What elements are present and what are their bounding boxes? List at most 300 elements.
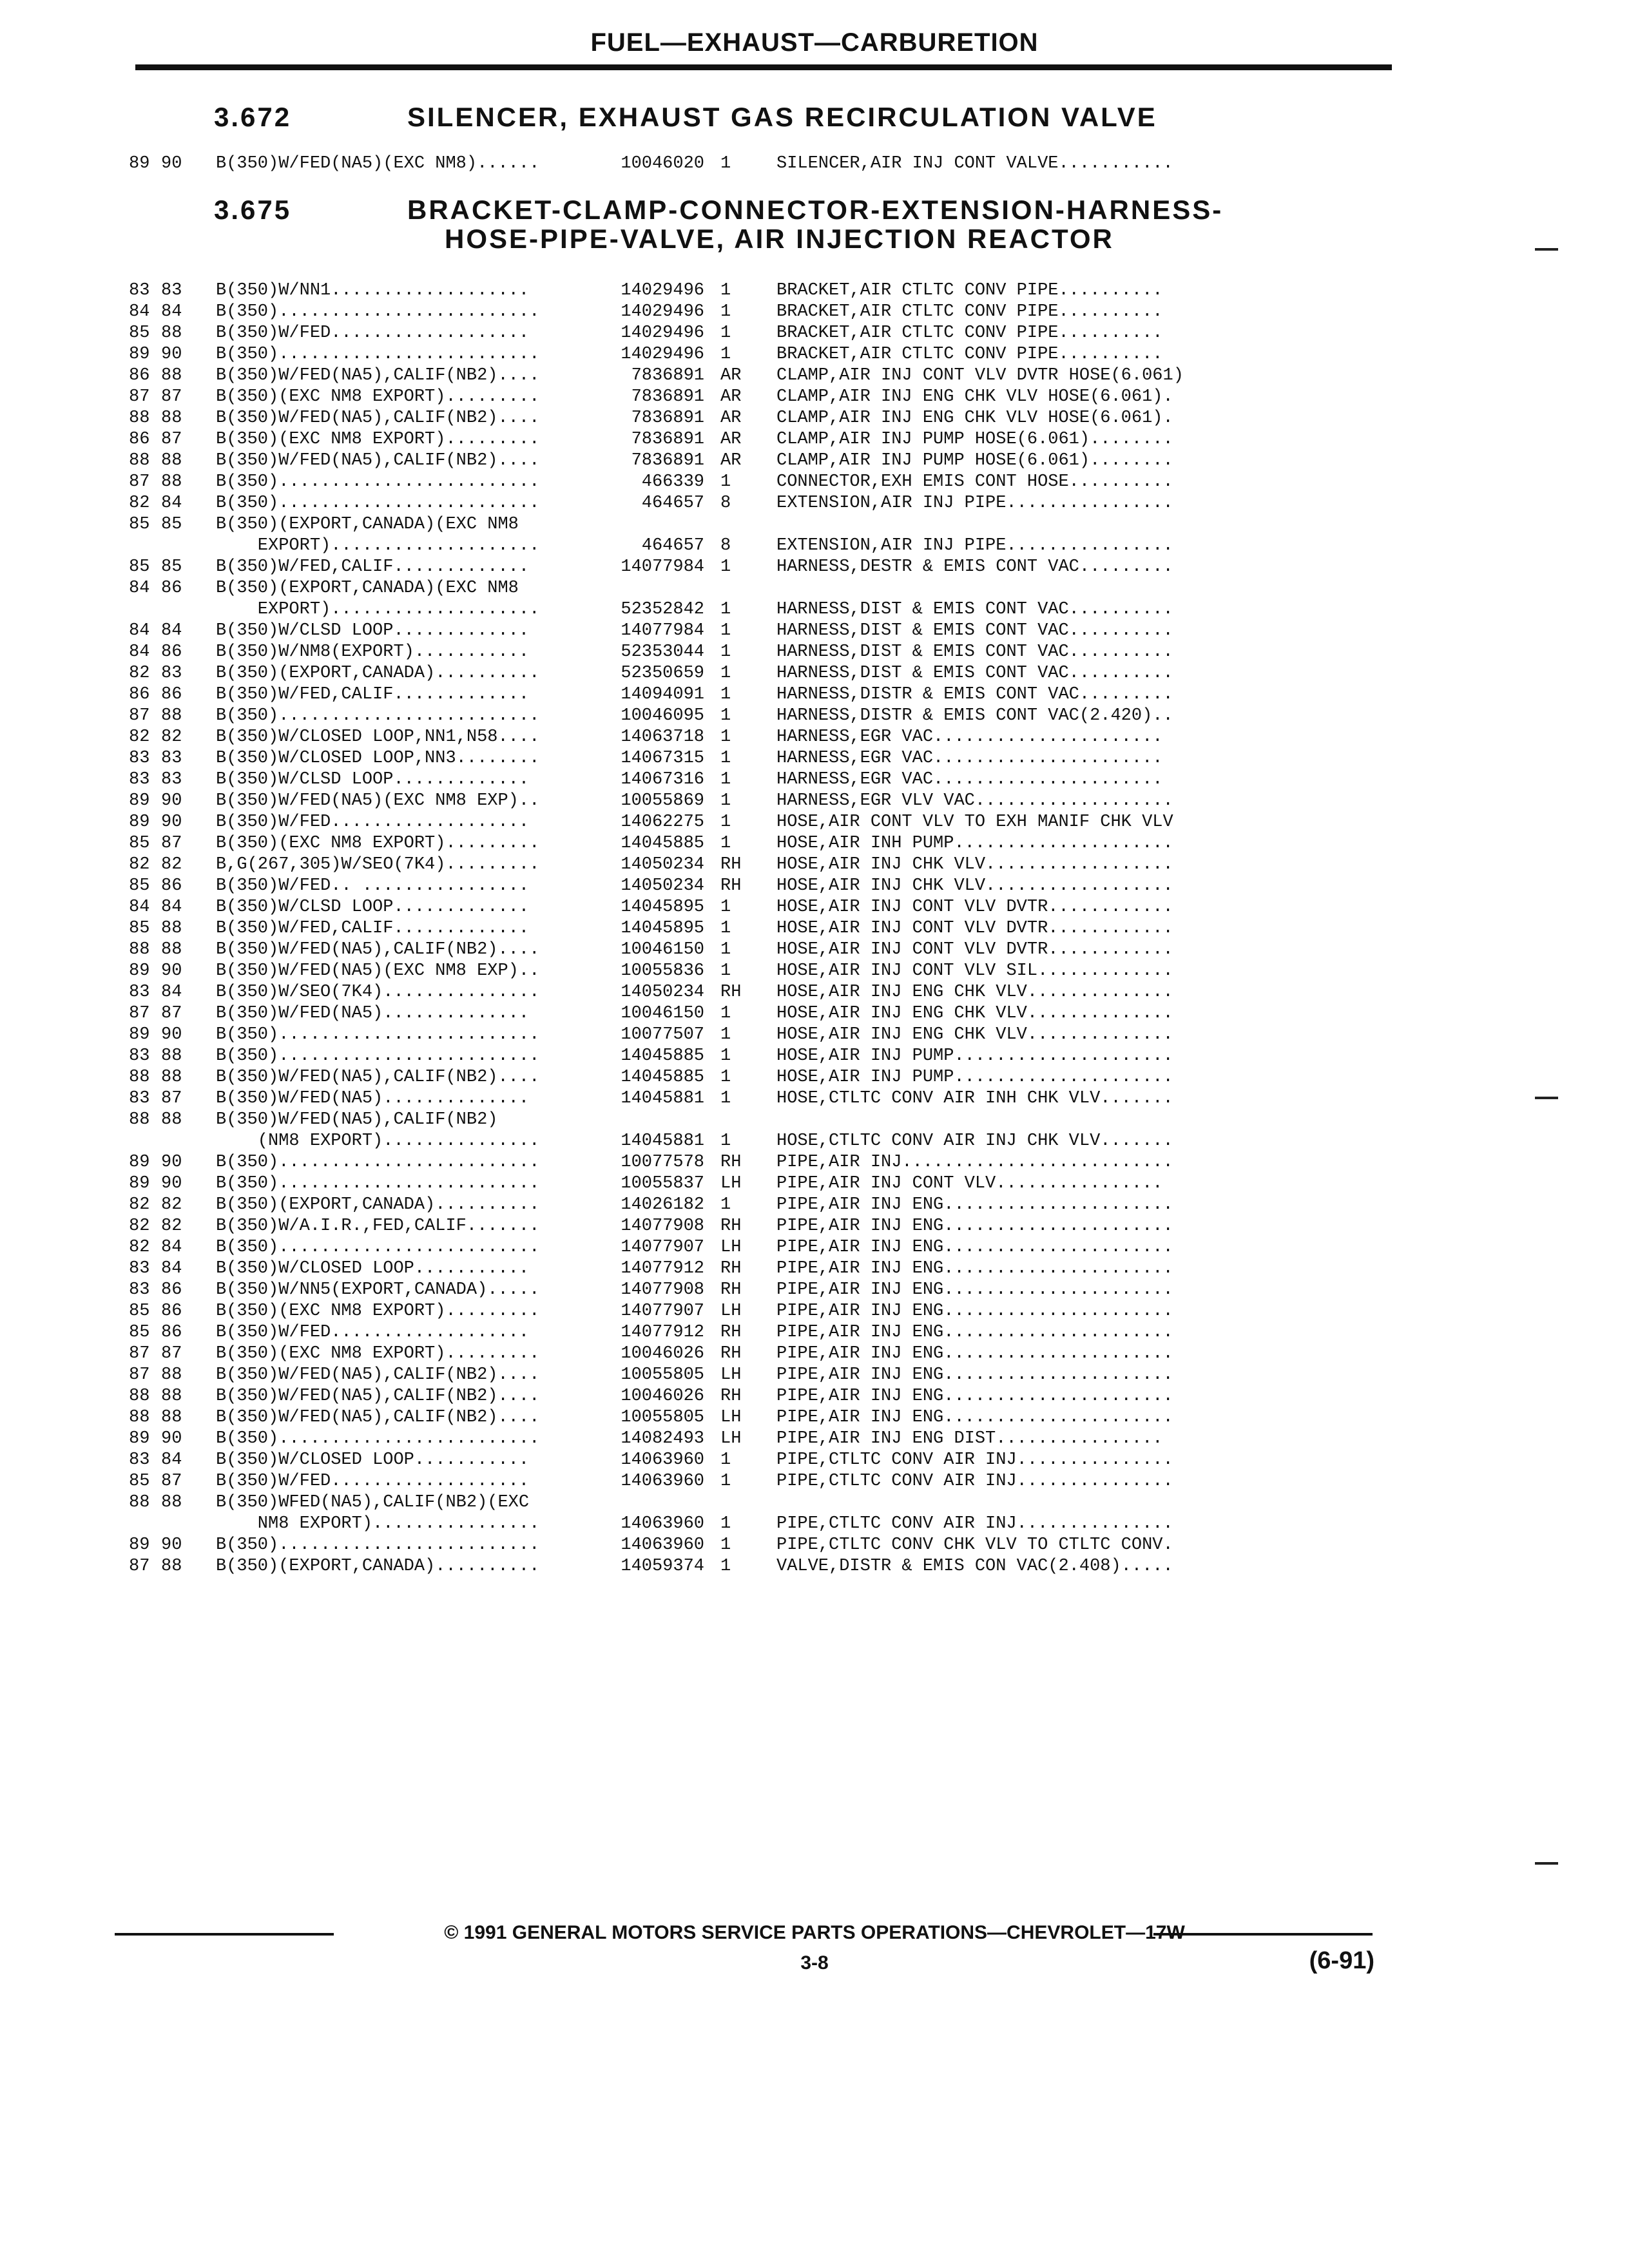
quantity: 1 [720,1535,731,1555]
model-year-from: 89 [129,1174,150,1193]
application: B(350)WFED(NA5),CALIF(NB2)(EXC [216,1493,530,1512]
quantity: RH [720,855,742,874]
part-number: 52350659 [621,664,704,683]
description: HOSE,CTLTC CONV AIR INH CHK VLV....... [776,1089,1173,1108]
part-number: 52352842 [621,600,704,619]
model-year-to: 87 [161,834,182,853]
model-year-from: 89 [129,1429,150,1448]
description: CLAMP,AIR INJ PUMP HOSE(6.061)........ [776,430,1173,449]
quantity: 1 [720,302,731,322]
application: B(350)W/FED(NA5),CALIF(NB2).... [216,1365,540,1385]
application: B(350)W/FED(NA5),CALIF(NB2).... [216,1408,540,1427]
quantity: 1 [720,727,731,747]
model-year-from: 85 [129,1302,150,1321]
parts-row [0,450,1629,472]
part-number: 14077908 [621,1280,704,1300]
model-year-to: 87 [161,430,182,449]
application: EXPORT).................... [216,600,540,619]
model-year-to: 85 [161,515,182,534]
parts-row [0,153,1629,175]
application: B(350)W/FED................... [216,1323,530,1342]
parts-row [0,1428,1629,1450]
part-number: 14050234 [621,855,704,874]
application: B(350)W/FED(NA5),CALIF(NB2).... [216,408,540,428]
page-number: 3-8 [800,1952,829,1974]
description: EXTENSION,AIR INJ PIPE................ [776,536,1173,555]
application: B(350)(EXPORT,CANADA).......... [216,664,540,683]
model-year-to: 84 [161,1238,182,1257]
application: (NM8 EXPORT)............... [216,1131,540,1151]
quantity: AR [720,408,742,428]
model-year-to: 90 [161,1535,182,1555]
quantity: RH [720,876,742,896]
parts-row [0,897,1629,918]
section-title: SILENCER, EXHAUST GAS RECIRCULATION VALVE [407,102,1157,132]
quantity: RH [720,1259,742,1278]
description: HARNESS,EGR VAC...................... [776,727,1163,747]
parts-row [0,578,1629,599]
part-number: 14062275 [621,812,704,832]
quantity: 1 [720,1068,731,1087]
model-year-from: 88 [129,451,150,470]
parts-row [0,684,1629,706]
quantity: LH [720,1302,742,1321]
model-year-to: 88 [161,706,182,726]
application: B,G(267,305)W/SEO(7K4)......... [216,855,540,874]
description: PIPE,AIR INJ ENG...................... [776,1195,1173,1215]
part-number: 14094091 [621,685,704,704]
part-number: 14026182 [621,1195,704,1215]
part-number: 14029496 [621,302,704,322]
model-year-to: 88 [161,1557,182,1576]
section-title-line1: BRACKET-CLAMP-CONNECTOR-EXTENSION-HARNESS- [407,195,1224,225]
part-number: 14050234 [621,876,704,896]
part-number: 14077984 [621,621,704,640]
model-year-from: 89 [129,1025,150,1044]
application: B(350)W/CLSD LOOP............. [216,898,530,917]
model-year-from: 83 [129,1450,150,1470]
quantity: LH [720,1429,742,1448]
description: CONNECTOR,EXH EMIS CONT HOSE.......... [776,472,1173,492]
model-year-from: 83 [129,1280,150,1300]
parts-row [0,1003,1629,1024]
part-number: 10046150 [621,1004,704,1023]
model-year-to: 88 [161,408,182,428]
parts-row [0,1280,1629,1301]
model-year-from: 89 [129,1535,150,1555]
parts-row [0,748,1629,769]
parts-row [0,1301,1629,1322]
model-year-to: 86 [161,1280,182,1300]
quantity: 1 [720,749,731,768]
application: B(350)W/FED,CALIF............. [216,685,530,704]
quantity: 1 [720,154,731,173]
model-year-to: 88 [161,1068,182,1087]
model-year-to: 88 [161,1365,182,1385]
parts-row [0,1258,1629,1280]
parts-row [0,323,1629,344]
description: HARNESS,DISTR & EMIS CONT VAC(2.420).. [776,706,1173,726]
application: B(350)......................... [216,345,540,364]
model-year-from: 82 [129,494,150,513]
model-year-to: 88 [161,1387,182,1406]
model-year-to: 82 [161,855,182,874]
parts-row [0,1514,1629,1535]
quantity: 1 [720,961,731,981]
description: HOSE,AIR INH PUMP..................... [776,834,1173,853]
parts-row [0,1386,1629,1407]
quantity: LH [720,1365,742,1385]
parts-row [0,1131,1629,1152]
part-number: 14077984 [621,557,704,577]
part-number: 464657 [641,494,704,513]
application: B(350)......................... [216,494,540,513]
model-year-to: 83 [161,749,182,768]
description: PIPE,CTLTC CONV AIR INJ............... [776,1450,1173,1470]
part-number: 14063960 [621,1535,704,1555]
quantity: 8 [720,494,731,513]
parts-row [0,939,1629,961]
model-year-from: 87 [129,1365,150,1385]
quantity: AR [720,451,742,470]
model-year-to: 84 [161,1450,182,1470]
quantity: RH [720,1153,742,1172]
model-year-to: 86 [161,685,182,704]
quantity: AR [720,366,742,385]
header-rule [135,64,1392,70]
description: HARNESS,DIST & EMIS CONT VAC.......... [776,621,1173,640]
description: PIPE,AIR INJ ENG...................... [776,1280,1173,1300]
parts-row [0,302,1629,323]
model-year-to: 84 [161,621,182,640]
parts-row [0,791,1629,812]
parts-row [0,1407,1629,1428]
model-year-to: 86 [161,1323,182,1342]
quantity: 1 [720,706,731,726]
part-number: 466339 [641,472,704,492]
parts-row [0,1471,1629,1492]
model-year-to: 83 [161,664,182,683]
part-number: 14063960 [621,1472,704,1491]
model-year-from: 85 [129,919,150,938]
model-year-to: 82 [161,727,182,747]
description: HARNESS,DIST & EMIS CONT VAC.......... [776,642,1173,662]
description: PIPE,AIR INJ ENG...................... [776,1259,1173,1278]
parts-row [0,472,1629,493]
application: B(350)......................... [216,1174,540,1193]
application: B(350)(EXC NM8 EXPORT)......... [216,430,540,449]
application: B(350)W/NN5(EXPORT,CANADA)..... [216,1280,540,1300]
model-year-from: 82 [129,1216,150,1236]
parts-row [0,854,1629,876]
part-number: 7836891 [631,430,704,449]
description: EXTENSION,AIR INJ PIPE................ [776,494,1173,513]
part-number: 14077907 [621,1238,704,1257]
model-year-to: 82 [161,1216,182,1236]
description: HOSE,AIR INJ CHK VLV.................. [776,855,1173,874]
parts-row [0,663,1629,684]
application: EXPORT).................... [216,536,540,555]
quantity: AR [720,430,742,449]
part-number: 14063718 [621,727,704,747]
description: PIPE,CTLTC CONV AIR INJ............... [776,1472,1173,1491]
parts-row [0,280,1629,302]
model-year-to: 88 [161,940,182,959]
part-number: 14045895 [621,898,704,917]
part-number: 14082493 [621,1429,704,1448]
quantity: 1 [720,1557,731,1576]
parts-row [0,1492,1629,1514]
part-number: 14067316 [621,770,704,789]
parts-row [0,769,1629,791]
parts-row [0,620,1629,642]
parts-row [0,1173,1629,1195]
model-year-to: 90 [161,1153,182,1172]
model-year-from: 89 [129,961,150,981]
description: PIPE,AIR INJ CONT VLV................ [776,1174,1163,1193]
quantity: 1 [720,1004,731,1023]
description: BRACKET,AIR CTLTC CONV PIPE.......... [776,281,1163,300]
footer-copyright: © 1991 GENERAL MOTORS SERVICE PARTS OPERATIONS—CHEVROLET—17W [444,1922,1185,1943]
application: B(350)W/FED,CALIF............. [216,919,530,938]
part-number: 10055805 [621,1365,704,1385]
description: HOSE,AIR CONT VLV TO EXH MANIF CHK VLV [776,812,1173,832]
application: B(350)W/FED(NA5)(EXC NM8 EXP).. [216,961,540,981]
model-year-from: 89 [129,812,150,832]
part-number: 10055869 [621,791,704,811]
parts-row [0,706,1629,727]
part-number: 52353044 [621,642,704,662]
model-year-to: 88 [161,323,182,343]
model-year-to: 90 [161,154,182,173]
part-number: 10046150 [621,940,704,959]
description: PIPE,AIR INJ ENG...................... [776,1408,1173,1427]
part-number: 7836891 [631,408,704,428]
model-year-from: 83 [129,281,150,300]
model-year-from: 82 [129,1238,150,1257]
section-title-line2: HOSE-PIPE-VALVE, AIR INJECTION REACTOR [445,224,1114,254]
model-year-to: 88 [161,919,182,938]
application: B(350)(EXC NM8 EXPORT)......... [216,387,540,407]
description: PIPE,AIR INJ.......................... [776,1153,1173,1172]
model-year-from: 88 [129,1408,150,1427]
description: CLAMP,AIR INJ ENG CHK VLV HOSE(6.061). [776,408,1173,428]
description: PIPE,AIR INJ ENG...................... [776,1387,1173,1406]
description: HOSE,AIR INJ PUMP..................... [776,1068,1173,1087]
quantity: 1 [720,557,731,577]
application: B(350)(EXPORT,CANADA).......... [216,1195,540,1215]
parts-row [0,1152,1629,1173]
part-number: 14029496 [621,281,704,300]
quantity: 1 [720,812,731,832]
page-header-title: FUEL—EXHAUST—CARBURETION [590,28,1039,57]
parts-row [0,535,1629,557]
quantity: RH [720,1323,742,1342]
application: B(350)W/NM8(EXPORT)........... [216,642,530,662]
quantity: 1 [720,770,731,789]
part-number: 14067315 [621,749,704,768]
application: B(350)W/FED(NA5),CALIF(NB2).... [216,366,540,385]
quantity: LH [720,1238,742,1257]
part-number: 14059374 [621,1557,704,1576]
application: B(350)W/FED(NA5)(EXC NM8)...... [216,154,540,173]
part-number: 14045881 [621,1131,704,1151]
application: B(350)......................... [216,1046,540,1066]
description: PIPE,AIR INJ ENG...................... [776,1365,1173,1385]
application: B(350)W/CLOSED LOOP,NN3........ [216,749,540,768]
description: PIPE,AIR INJ ENG...................... [776,1216,1173,1236]
application: B(350)(EXC NM8 EXPORT)......... [216,834,540,853]
application: B(350)W/FED................... [216,1472,530,1491]
model-year-from: 85 [129,557,150,577]
model-year-to: 88 [161,366,182,385]
model-year-from: 82 [129,664,150,683]
description: HOSE,AIR INJ CONT VLV DVTR............ [776,940,1173,959]
model-year-to: 88 [161,1046,182,1066]
part-number: 7836891 [631,387,704,407]
description: PIPE,AIR INJ ENG...................... [776,1238,1173,1257]
description: BRACKET,AIR CTLTC CONV PIPE.......... [776,302,1163,322]
quantity: 1 [720,472,731,492]
model-year-to: 88 [161,472,182,492]
parts-row [0,812,1629,833]
quantity: 1 [720,919,731,938]
application: B(350)W/FED................... [216,323,530,343]
description: HOSE,AIR INJ CONT VLV DVTR............ [776,898,1173,917]
model-year-from: 85 [129,834,150,853]
model-year-from: 88 [129,940,150,959]
application: B(350)(EXPORT,CANADA).......... [216,1557,540,1576]
quantity: 1 [720,1195,731,1215]
application: B(350)W/FED(NA5),CALIF(NB2).... [216,940,540,959]
parts-row [0,876,1629,897]
application: B(350)W/CLSD LOOP............. [216,621,530,640]
revision-date: (6-91) [1309,1947,1374,1974]
model-year-from: 88 [129,408,150,428]
model-year-from: 83 [129,770,150,789]
quantity: RH [720,1344,742,1363]
part-number: 10046026 [621,1387,704,1406]
quantity: RH [720,1216,742,1236]
model-year-from: 84 [129,302,150,322]
quantity: 1 [720,1089,731,1108]
model-year-from: 87 [129,1344,150,1363]
section-number: 3.675 [214,195,292,225]
quantity: 1 [720,600,731,619]
quantity: LH [720,1408,742,1427]
model-year-to: 87 [161,1089,182,1108]
parts-row [0,1216,1629,1237]
parts-row [0,961,1629,982]
application: B(350)(EXC NM8 EXPORT)......... [216,1302,540,1321]
parts-row [0,514,1629,535]
description: PIPE,CTLTC CONV AIR INJ............... [776,1514,1173,1533]
description: HARNESS,DIST & EMIS CONT VAC.......... [776,600,1173,619]
parts-row [0,1046,1629,1067]
model-year-from: 89 [129,154,150,173]
model-year-from: 84 [129,898,150,917]
quantity: AR [720,387,742,407]
part-number: 14077912 [621,1323,704,1342]
model-year-from: 89 [129,1153,150,1172]
parts-row [0,1237,1629,1258]
model-year-to: 83 [161,281,182,300]
application: B(350)W/FED(NA5),CALIF(NB2) [216,1110,498,1129]
parts-row [0,387,1629,408]
description: CLAMP,AIR INJ PUMP HOSE(6.061)........ [776,451,1173,470]
model-year-from: 87 [129,472,150,492]
part-number: 10046095 [621,706,704,726]
description: HOSE,AIR INJ CHK VLV.................. [776,876,1173,896]
quantity: 1 [720,281,731,300]
part-number: 10055836 [621,961,704,981]
model-year-to: 85 [161,557,182,577]
application: B(350)W/CLOSED LOOP........... [216,1450,530,1470]
quantity: 1 [720,685,731,704]
application: B(350)......................... [216,706,540,726]
part-number: 14050234 [621,983,704,1002]
model-year-from: 88 [129,1387,150,1406]
section-number: 3.672 [214,102,292,132]
model-year-to: 87 [161,1344,182,1363]
description: CLAMP,AIR INJ CONT VLV DVTR HOSE(6.061) [776,366,1184,385]
model-year-to: 90 [161,961,182,981]
description: HARNESS,EGR VLV VAC................... [776,791,1173,811]
parts-row [0,557,1629,578]
model-year-to: 90 [161,812,182,832]
part-number: 14077908 [621,1216,704,1236]
description: HOSE,AIR INJ ENG CHK VLV.............. [776,1025,1173,1044]
description: HARNESS,EGR VAC...................... [776,770,1163,789]
description: HARNESS,EGR VAC...................... [776,749,1163,768]
part-number: 14063960 [621,1514,704,1533]
quantity: 1 [720,898,731,917]
model-year-to: 83 [161,770,182,789]
part-number: 7836891 [631,451,704,470]
margin-tick [1535,1862,1558,1865]
quantity: 1 [720,664,731,683]
model-year-to: 86 [161,1302,182,1321]
quantity: 1 [720,621,731,640]
parts-row [0,1365,1629,1386]
description: PIPE,AIR INJ ENG...................... [776,1323,1173,1342]
model-year-from: 88 [129,1493,150,1512]
description: HOSE,AIR INJ ENG CHK VLV.............. [776,983,1173,1002]
model-year-to: 88 [161,1110,182,1129]
model-year-to: 90 [161,791,182,811]
quantity: 1 [720,1046,731,1066]
description: HARNESS,DIST & EMIS CONT VAC.......... [776,664,1173,683]
parts-row [0,1535,1629,1556]
application: B(350)W/FED(NA5).............. [216,1089,530,1108]
application: B(350)W/FED,CALIF............. [216,557,530,577]
description: VALVE,DISTR & EMIS CON VAC(2.408)..... [776,1557,1173,1576]
model-year-from: 84 [129,642,150,662]
model-year-from: 84 [129,621,150,640]
model-year-to: 86 [161,642,182,662]
application: B(350)(EXPORT,CANADA)(EXC NM8 [216,579,519,598]
description: CLAMP,AIR INJ ENG CHK VLV HOSE(6.061). [776,387,1173,407]
quantity: 1 [720,1131,731,1151]
margin-tick [1535,248,1558,251]
quantity: 1 [720,1472,731,1491]
part-number: 10046020 [621,154,704,173]
model-year-from: 85 [129,515,150,534]
parts-row [0,982,1629,1003]
application: B(350)W/FED(NA5),CALIF(NB2).... [216,451,540,470]
parts-row [0,365,1629,387]
model-year-from: 85 [129,1472,150,1491]
